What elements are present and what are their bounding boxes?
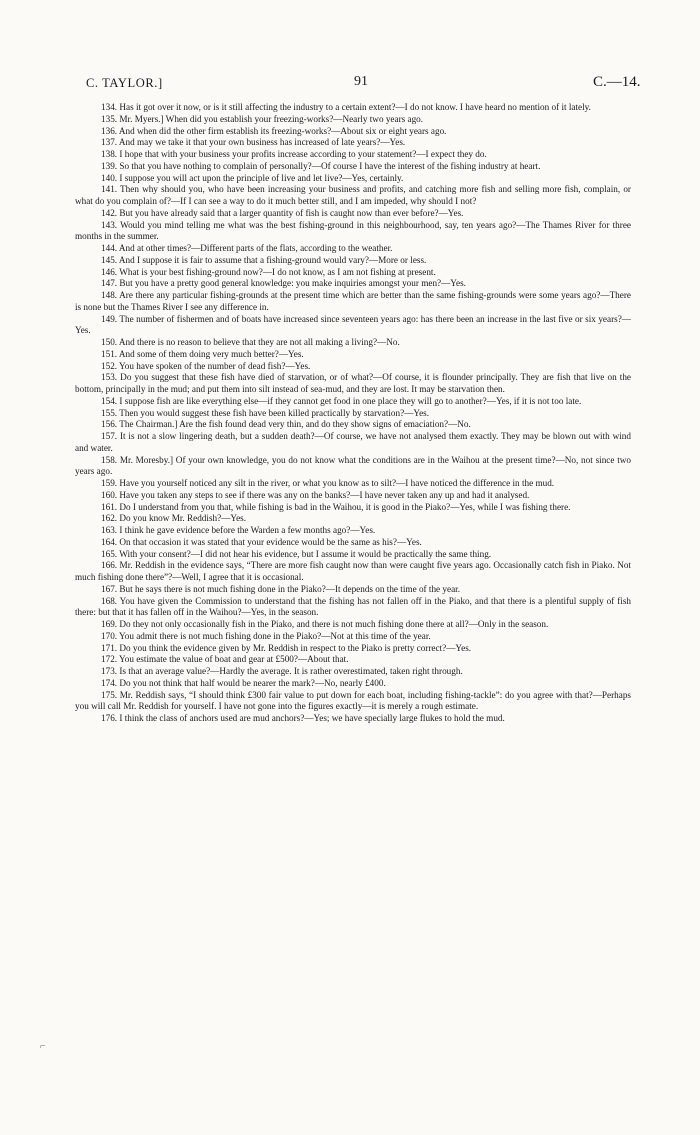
question-173: 173. Is that an average value?—Hardly the average. It is rather overestimated, taken right through.: [101, 666, 463, 676]
question-137: 137. And may we take it that your own business has increased of late years?—Yes.: [101, 137, 406, 148]
question-160: 160. Have you taken any steps to see if there was any on the banks?—I have never taken any up and had it analysed.: [101, 489, 530, 500]
question-176: 176. I think the class of anchors used are mud anchors?—Yes; we have specially large flukes to hold the mud.: [101, 713, 505, 723]
question-136: 136. And when did the other firm establish its freezing-works?—About six or eight years ago.: [101, 125, 447, 136]
question-175: 175. Mr. Reddish says, “I should think £300 fair value to put down for each boat, including fishing-tackle”: do you agree with that?—Perhaps you will call Mr. Reddish for yourself. I have not gone into the figures exactly—it is merely a rough estimate.: [75, 689, 631, 712]
question-141: 141. Then why should you, who have been increasing your business and profits, and catching more fish and selling more fish, complain, or what do you complain of?—If I can see a way to do it much better still, and I am impeded, why should I not?: [75, 184, 631, 206]
question-134: 134. Has it got over it now, or is it still affecting the industry to a certain extent?—I do not know. I have heard no mention of it lately.: [101, 102, 591, 112]
question-167: 167. But he says there is not much fishing done in the Piako?—It depends on the time of the year.: [101, 583, 461, 594]
question-154: 154. I suppose fish are like everything else—if they cannot get food in one place they will go to another?—Yes, if it is not too late.: [101, 395, 582, 406]
question-172: 172. You estimate the value of boat and gear at £500?—About that.: [101, 654, 349, 665]
question-174: 174. Do you not think that half would be nearer the mark?—No, nearly £400.: [101, 677, 386, 688]
question-153: 153. Do you suggest that these fish have died of starvation, or of what?—Of course, it is flounder principally. They are fish that live on the bottom, principally in the mud; and put them into silt instead of sea-mud, and they are lost. It may be starvation then.: [75, 372, 631, 394]
question-146: 146. What is your best fishing-ground now?—I do not know, as I am not fishing at present.: [101, 266, 436, 277]
margin-mark: ⌐: [40, 1041, 46, 1052]
question-168: 168. You have given the Commission to understand that the fishing has not fallen off in the Piako, and that there is a plentiful supply of fish there: but that it has fallen off in the Waihou?—Yes, in the season.: [75, 595, 631, 618]
question-143: 143. Would you mind telling me what was the best fishing-ground in this neighbourhood, say, ten years ago?—The Thames River for three months in the summer.: [75, 219, 631, 242]
question-139: 139. So that you have nothing to complain of personally?—Of course I have the interest of the fishing industry at heart.: [101, 160, 541, 171]
question-169: 169. Do they not only occasionally fish in the Piako, and there is not much fishing done there at all?—Only in the season.: [101, 619, 549, 629]
question-157: 157. It is not a slow lingering death, but a sudden death?—Of course, we have not analysed them exactly. They may be blown out with wind and water.: [75, 431, 631, 453]
running-head-witness: C. TAYLOR.]: [86, 76, 163, 90]
question-163: 163. I think he gave evidence before the Warden a few months ago?—Yes.: [101, 525, 376, 535]
question-152: 152. You have spoken of the number of dead fish?—Yes.: [101, 360, 311, 371]
question-149: 149. The number of fishermen and of boats have increased since seventeen years ago: has there been an increase in the last five or six years?—Yes.: [75, 313, 631, 336]
question-156: 156. The Chairman.] Are the fish found dead very thin, and do they show signs of emaciation?—No.: [101, 419, 471, 430]
question-159: 159. Have you yourself noticed any silt in the river, or what you know as to silt?—I have noticed the difference in the mud.: [101, 478, 555, 488]
question-166: 166. Mr. Reddish in the evidence says, “There are more fish caught now than were caught five years ago. Occasionally catch fish in Piako. Not much fishing done there”?—Well, I agree that it is occasional.: [75, 560, 631, 582]
question-165: 165. With your consent?—I did not hear his evidence, but I assume it would be practically the same thing.: [101, 548, 492, 559]
question-145: 145. And I suppose it is fair to assume that a fishing-ground would vary?—More or less.: [101, 254, 427, 265]
question-158: 158. Mr. Moresby.] Of your own knowledge, you do not know what the conditions are in the Waihou at the present time?—No, not since two years ago.: [75, 454, 631, 477]
question-144: 144. And at other times?—Different parts of the flats, according to the weather.: [101, 243, 393, 253]
document-reference: C.—14.: [593, 74, 641, 90]
question-171: 171. Do you think the evidence given by Mr. Reddish in respect to the Piako is pretty correct?—Yes.: [101, 642, 472, 653]
question-170: 170. You admit there is not much fishing done in the Piako?—Not at this time of the year.: [101, 630, 431, 641]
evidence-body: [75, 102, 631, 725]
question-148: 148. Are there any particular fishing-grounds at the present time which are better than the same fishing-grounds were some years ago?—There is none but the Thames River I see any difference in.: [75, 290, 631, 312]
question-140: 140. I suppose you will act upon the principle of live and let live?—Yes, certainly.: [101, 172, 404, 183]
question-138: 138. I hope that with your business your profits increase according to your statement?—I expect they do.: [101, 149, 487, 159]
question-161: 161. Do I understand from you that, while fishing is bad in the Waihou, it is good in the Piako?—Yes, while I was fishing there.: [101, 501, 571, 512]
question-155: 155. Then you would suggest these fish have been killed practically by starvation?—Yes.: [101, 407, 430, 418]
question-151: 151. And some of them doing very much better?—Yes.: [101, 348, 304, 359]
page-number: 91: [354, 74, 368, 89]
question-147: 147. But you have a pretty good general knowledge: you make inquiries amongst your men?—Yes.: [101, 278, 466, 289]
question-150: 150. And there is no reason to believe that they are not all making a living?—No.: [101, 337, 400, 347]
question-162: 162. Do you know Mr. Reddish?—Yes.: [101, 513, 247, 524]
question-142: 142. But you have already said that a larger quantity of fish is caught now than ever before?—Yes.: [101, 207, 464, 218]
question-135: 135. Mr. Myers.] When did you establish your freezing-works?—Nearly two years ago.: [101, 113, 424, 124]
page-header: [0, 74, 700, 94]
question-164: 164. On that occasion it was stated that your evidence would be the same as his?—Yes.: [101, 536, 422, 547]
